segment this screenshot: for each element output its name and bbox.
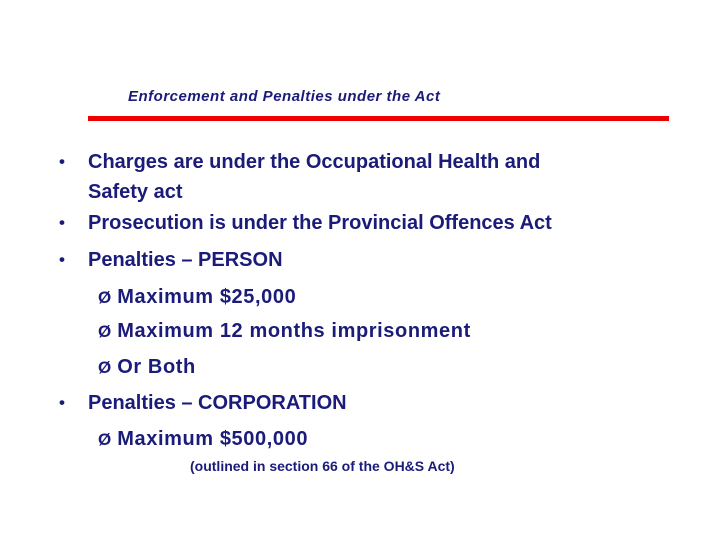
arrow-bullet-icon: Ø [98, 322, 112, 341]
sub-item-person-imprisonment [98, 316, 471, 347]
sub-item-person-both [98, 352, 196, 383]
bullet-text: Penalties – PERSON [88, 249, 283, 271]
sub-item-text: Maximum $500,000 [117, 428, 309, 450]
bullet-item-penalties-person [59, 245, 283, 275]
footnote: (outlined in section 66 of the OH&S Act) [190, 458, 455, 474]
sub-item-text: Maximum $25,000 [117, 286, 297, 308]
bullet-dot-icon: • [59, 213, 65, 232]
bullet-text: Prosecution is under the Provincial Offences Act [88, 212, 552, 234]
slide-title: Enforcement and Penalties under the Act [128, 88, 441, 105]
bullet-text: Penalties – CORPORATION [88, 392, 347, 414]
bullet-dot-icon: • [59, 250, 65, 269]
bullet-text-continued: Safety act [88, 181, 183, 203]
sub-item-person-fine [98, 282, 296, 313]
bullet-item-prosecution [59, 208, 552, 238]
arrow-bullet-icon: Ø [98, 288, 112, 307]
bullet-dot-icon: • [59, 152, 65, 171]
sub-item-text: Maximum 12 months imprisonment [117, 320, 471, 342]
sub-item-corporation-fine [98, 424, 308, 455]
bullet-text: Charges are under the Occupational Health and [88, 151, 541, 173]
title-underline-rule [88, 116, 669, 121]
arrow-bullet-icon: Ø [98, 358, 112, 377]
arrow-bullet-icon: Ø [98, 430, 112, 449]
bullet-item-charges [59, 147, 541, 207]
bullet-item-penalties-corporation [59, 388, 347, 418]
bullet-dot-icon: • [59, 393, 65, 412]
sub-item-text: Or Both [117, 356, 196, 378]
